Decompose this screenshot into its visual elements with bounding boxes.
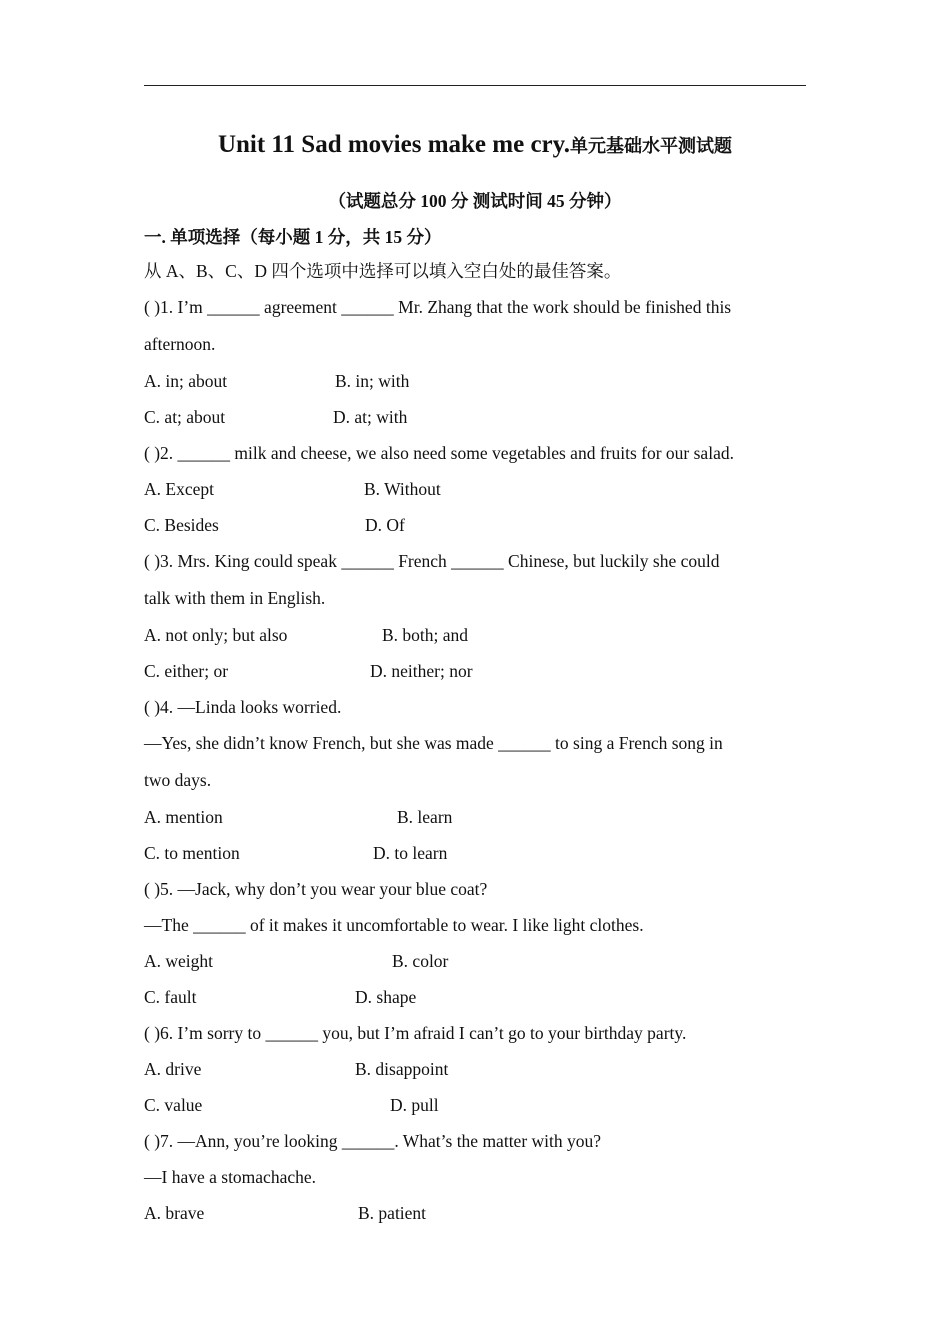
option-a: A. Except	[144, 479, 214, 499]
option-c: C. at; about	[144, 407, 226, 427]
question-5-stem-line-2: —The ______ of it makes it uncomfortable to wear. I like light clothes.	[144, 915, 644, 935]
option-a: A. drive	[144, 1059, 202, 1079]
question-4-options-row-2	[144, 835, 814, 871]
option-d: D. at; with	[333, 407, 408, 427]
option-b: B. learn	[397, 807, 453, 827]
option-c: C. to mention	[144, 843, 240, 863]
option-d: D. to learn	[373, 843, 448, 863]
option-b: B. in; with	[335, 371, 410, 391]
option-d: D. neither; nor	[370, 661, 473, 681]
option-b: B. both; and	[382, 625, 469, 645]
question-7-stem-line-2: —I have a stomachache.	[144, 1167, 317, 1187]
page-title	[0, 131, 950, 159]
option-c: C. either; or	[144, 661, 229, 681]
option-a: A. in; about	[144, 371, 228, 391]
question-1-stem-line-2: afternoon.	[144, 334, 216, 354]
question-6-options-row-1	[144, 1051, 814, 1087]
option-b: B. patient	[358, 1203, 427, 1223]
header-rule	[144, 85, 806, 86]
question-5-stem-line-1: ( )5. —Jack, why don’t you wear your blue coat?	[144, 879, 488, 899]
section-instruction: 从 A、B、C、D 四个选项中选择可以填入空白处的最佳答案。	[144, 261, 622, 281]
question-1-stem-line-1: ( )1. I’m ______ agreement ______ Mr. Zhang that the work should be finished this	[144, 297, 732, 317]
question-4-stem-line-2: —Yes, she didn’t know French, but she was made ______ to sing a French song in	[144, 733, 723, 753]
question-3-stem-line-1: ( )3. Mrs. King could speak ______ French ______ Chinese, but luckily she could	[144, 551, 720, 571]
exam-info: （试题总分 100 分 测试时间 45 分钟）	[328, 191, 622, 211]
question-7-options-row-1	[144, 1195, 814, 1231]
question-3-options-row-2	[144, 653, 814, 689]
option-a: A. weight	[144, 951, 214, 971]
option-d: D. shape	[355, 987, 417, 1007]
question-2-options-row-1	[144, 471, 814, 507]
option-c: C. value	[144, 1095, 203, 1115]
question-3-options-row-1	[144, 617, 814, 653]
question-1-options-row-1	[144, 363, 814, 399]
option-a: A. brave	[144, 1203, 205, 1223]
title-english: Unit 11 Sad movies make me cry.	[217, 131, 571, 158]
question-5-options-row-1	[144, 943, 814, 979]
question-1-options-row-2	[144, 399, 814, 435]
option-c: C. fault	[144, 987, 197, 1007]
option-a: A. mention	[144, 807, 223, 827]
question-4-stem-line-1: ( )4. —Linda looks worried.	[144, 697, 342, 717]
question-2-options-row-2	[144, 507, 814, 543]
option-b: B. color	[392, 951, 449, 971]
option-d: D. Of	[365, 515, 405, 535]
title-chinese: 单元基础水平测试题	[570, 136, 733, 156]
question-7-stem-line-1: ( )7. —Ann, you’re looking ______. What’s the matter with you?	[144, 1131, 602, 1151]
option-c: C. Besides	[144, 515, 219, 535]
question-4-stem-line-3: two days.	[144, 770, 212, 790]
question-6-options-row-2	[144, 1087, 814, 1123]
option-d: D. pull	[390, 1095, 439, 1115]
question-6-stem-line-1: ( )6. I’m sorry to ______ you, but I’m afraid I can’t go to your birthday party.	[144, 1023, 687, 1043]
question-list	[144, 253, 814, 1231]
question-3-stem-line-2: talk with them in English.	[144, 588, 326, 608]
question-4-options-row-1	[144, 799, 814, 835]
section-heading: 一. 单项选择（每小题 1 分，共 15 分）	[144, 227, 442, 247]
option-a: A. not only; but also	[144, 625, 288, 645]
option-b: B. Without	[364, 479, 441, 499]
option-b: B. disappoint	[355, 1059, 449, 1079]
question-2-stem-line-1: ( )2. ______ milk and cheese, we also need some vegetables and fruits for our salad.	[144, 443, 734, 463]
question-5-options-row-2	[144, 979, 814, 1015]
